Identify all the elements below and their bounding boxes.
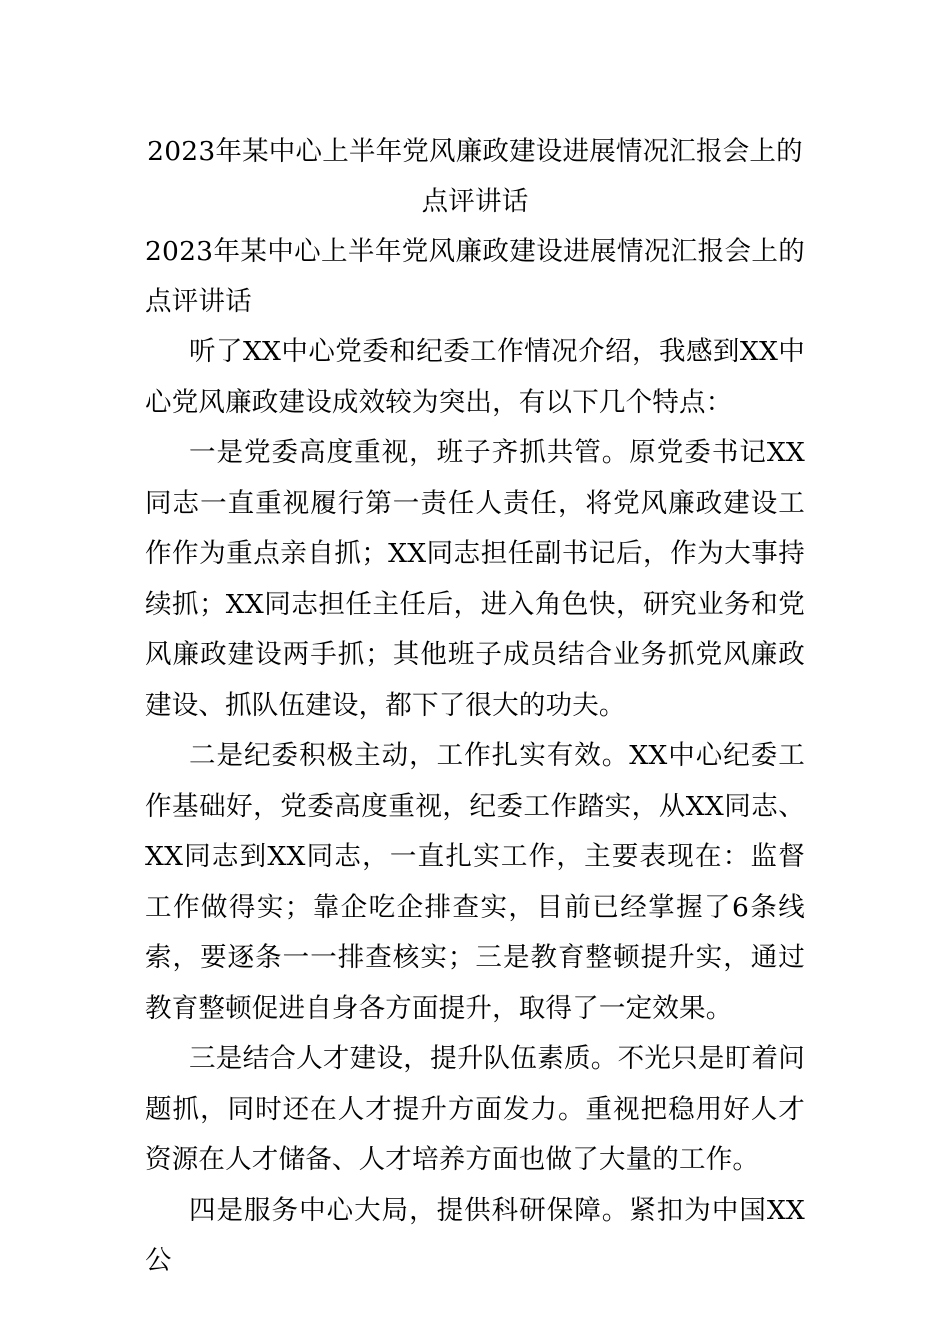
paragraph-intro: 听了XX中心党委和纪委工作情况介绍，我感到XX中心党风廉政建设成效较为突出，有以下几个特点： [145,336,805,418]
paragraph-point-one: 一是党委高度重视，班子齐抓共管。原党委书记XX同志一直重视履行第一责任人责任，将党风廉政建设工作作为重点亲自抓；XX同志担任副书记后，作为大事持续抓；XX同志担任主任后，进入角色快，研究业务和党风廉政建设两手抓；其他班子成员结合业务抓党风廉政建设、抓队伍建设，都下了很大的功夫。 [145,437,805,721]
paragraph-point-three: 三是结合人才建设，提升队伍素质。不光只是盯着问题抓，同时还在人才提升方面发力。重视把稳用好人才资源在人才储备、人才培养方面也做了大量的工作。 [145,1043,805,1175]
document-title: 2023年某中心上半年党风廉政建设进展情况汇报会上的点评讲话 [147,136,803,217]
paragraph-point-two: 二是纪委积极主动，工作扎实有效。XX中心纪委工作基础好，党委高度重视，纪委工作踏实，从XX同志、XX同志到XX同志，一直扎实工作，主要表现在：监督工作做得实；靠企吃企排查实，目前已经掌握了6条线索，要逐条一一排查核实；三是教育整顿提升实，通过教育整顿促进自身各方面提升，取得了一定效果。 [145,740,805,1024]
document-subtitle: 2023年某中心上半年党风廉政建设进展情况汇报会上的点评讲话 [145,236,805,317]
paragraph-point-four: 四是服务中心大局，提供科研保障。紧扣为中国XX公 [145,1194,805,1276]
document-body [145,127,805,1287]
